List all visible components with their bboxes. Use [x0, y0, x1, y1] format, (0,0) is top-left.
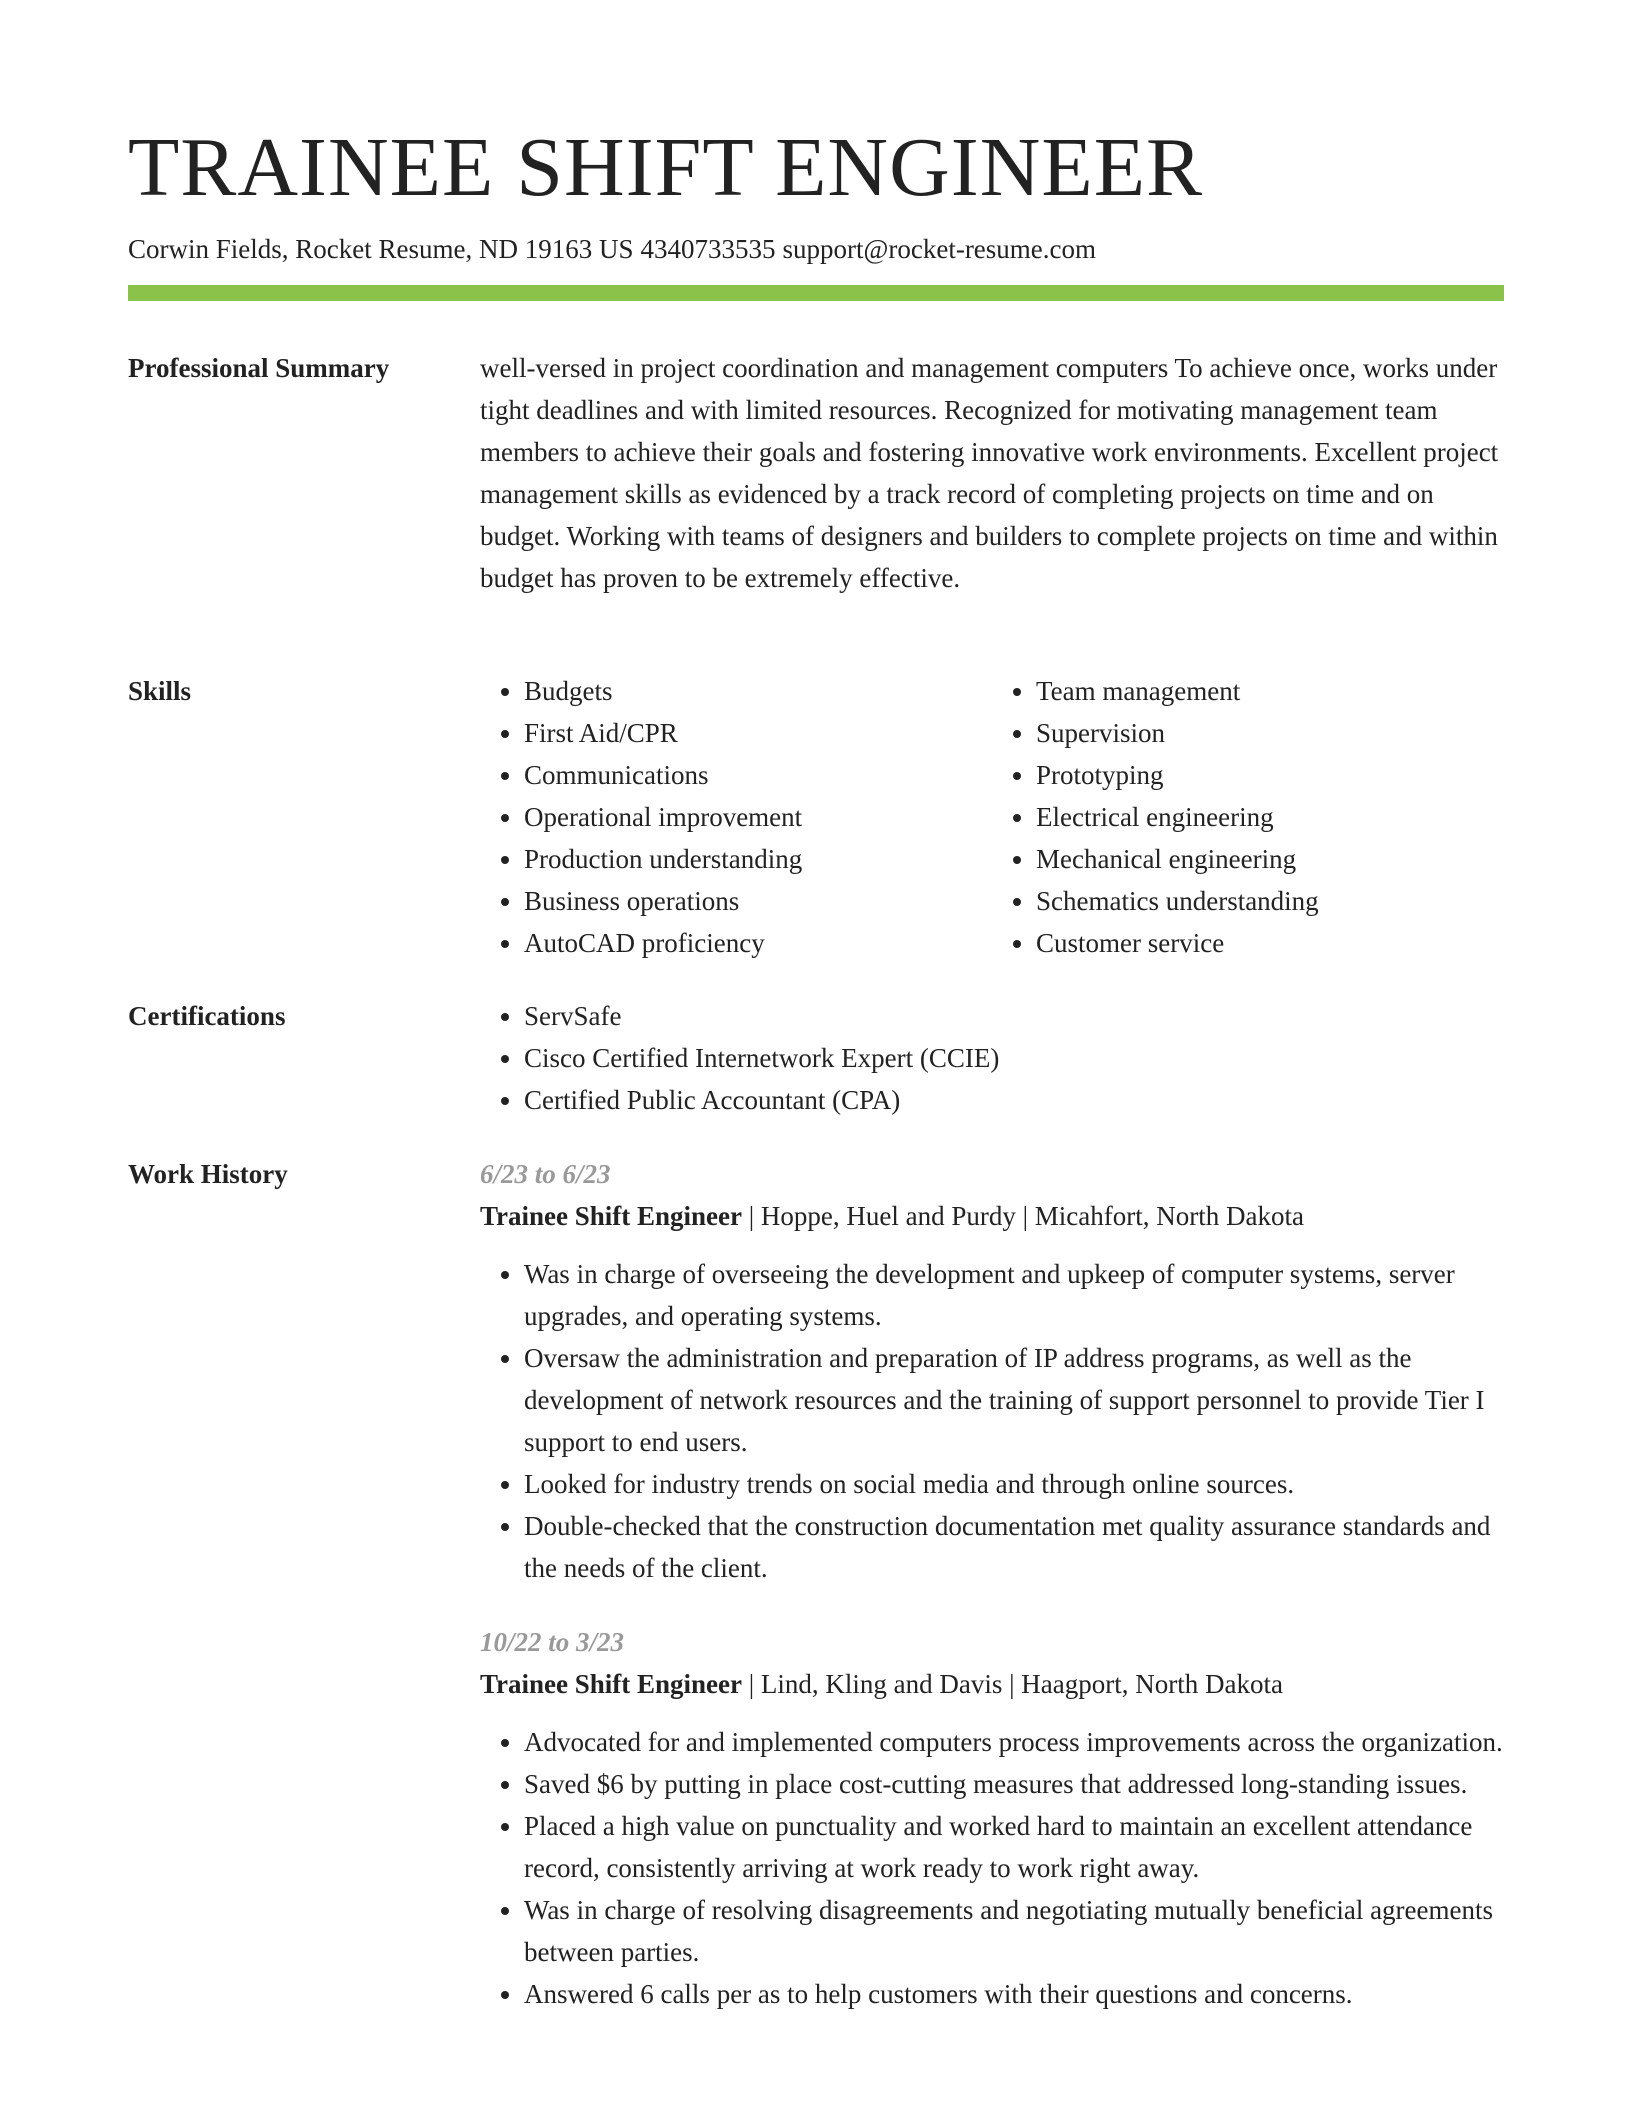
- skill-item: • Schematics understanding: [1036, 880, 1504, 922]
- skill-item: • Team management: [1036, 670, 1504, 712]
- job-bullet: • Advocated for and implemented computers process improvements across the organization.: [524, 1721, 1504, 1763]
- summary-text: well-versed in project coordination and management computers To achieve once, works under tight deadlines and with limited resources. Recognized for motivating management team members to achieve their goals and fostering innovative work environments. Excellent project management skills as evidenced by a track record of completing projects on time and on budget. Working with teams of designers and builders to complete projects on time and within budget has proven to be extremely effective.: [480, 353, 1499, 593]
- job-heading: Trainee Shift Engineer | Hoppe, Huel and Purdy | Micahfort, North Dakota: [480, 1201, 1304, 1231]
- job-bullet: • Was in charge of overseeing the development and upkeep of computer systems, server upgrades, and operating systems.: [524, 1253, 1504, 1337]
- skill-item: • Operational improvement: [524, 796, 992, 838]
- job-dates: 10/22 to 3/23: [480, 1627, 625, 1657]
- skill-item: • Budgets: [524, 670, 992, 712]
- certification-item: • Certified Public Accountant (CPA): [524, 1079, 1504, 1121]
- certifications-body: [480, 995, 1504, 1121]
- job-heading: Trainee Shift Engineer | Lind, Kling and Davis | Haagport, North Dakota: [480, 1669, 1283, 1699]
- job-company: Hoppe, Huel and Purdy: [760, 1201, 1016, 1231]
- job-entry: [480, 1153, 1504, 1589]
- skill-item: • Production understanding: [524, 838, 992, 880]
- skill-item: • Prototyping: [1036, 754, 1504, 796]
- contact-email: support@rocket-resume.com: [782, 234, 1097, 264]
- skills-body: [480, 670, 1504, 964]
- job-bullet: • Double-checked that the construction documentation met quality assurance standards and the needs of the client.: [524, 1505, 1504, 1589]
- skill-item: • First Aid/CPR: [524, 712, 992, 754]
- job-bullet: • Placed a high value on punctuality and worked hard to maintain an excellent attendance record, consistently arriving at work ready to work right away.: [524, 1805, 1504, 1889]
- job-bullet: • Saved $6 by putting in place cost-cutting measures that addressed long-standing issues.: [524, 1763, 1504, 1805]
- job-location: Micahfort, North Dakota: [1034, 1201, 1304, 1231]
- job-title: Trainee Shift Engineer: [480, 1669, 742, 1699]
- skill-item: • Business operations: [524, 880, 992, 922]
- skill-item: • Mechanical engineering: [1036, 838, 1504, 880]
- job-title: Trainee Shift Engineer: [480, 1201, 742, 1231]
- certifications-label: Certifications: [128, 1001, 286, 1031]
- skill-item: • Supervision: [1036, 712, 1504, 754]
- summary-label: Professional Summary: [128, 353, 390, 383]
- skills-list-right: [992, 670, 1504, 964]
- job-dates: 6/23 to 6/23: [480, 1159, 611, 1189]
- skill-item: • AutoCAD proficiency: [524, 922, 992, 964]
- job-bullet: • Answered 6 calls per as to help customers with their questions and concerns.: [524, 1973, 1504, 2015]
- job-entry: [480, 1621, 1504, 2015]
- certifications-list: [480, 995, 1504, 1121]
- contact-address: Corwin Fields, Rocket Resume, ND 19163 US: [128, 234, 634, 264]
- work-history-body: [480, 1153, 1504, 2015]
- contact-phone: 4340733535: [640, 234, 776, 264]
- job-bullets: [480, 1721, 1504, 2015]
- resume-title: TRAINEE SHIFT ENGINEER: [128, 121, 1204, 214]
- skills-label: Skills: [128, 676, 192, 706]
- job-bullet: • Was in charge of resolving disagreements and negotiating mutually beneficial agreements between parties.: [524, 1889, 1504, 1973]
- header-divider: [128, 285, 1504, 301]
- contact-line: [128, 230, 1096, 268]
- summary-body: [480, 347, 1504, 599]
- skills-list-left: [480, 670, 992, 964]
- job-bullet: • Looked for industry trends on social media and through online sources.: [524, 1463, 1504, 1505]
- certification-item: • ServSafe: [524, 995, 1504, 1037]
- job-bullets: [480, 1253, 1504, 1589]
- skill-item: • Customer service: [1036, 922, 1504, 964]
- work-history-label: Work History: [128, 1159, 288, 1189]
- job-location: Haagport, North Dakota: [1021, 1669, 1283, 1699]
- certification-item: • Cisco Certified Internetwork Expert (CCIE): [524, 1037, 1504, 1079]
- job-company: Lind, Kling and Davis: [760, 1669, 1003, 1699]
- job-bullet: • Oversaw the administration and preparation of IP address programs, as well as the development of network resources and the training of support personnel to provide Tier I support to end users.: [524, 1337, 1504, 1463]
- skill-item: • Electrical engineering: [1036, 796, 1504, 838]
- skill-item: • Communications: [524, 754, 992, 796]
